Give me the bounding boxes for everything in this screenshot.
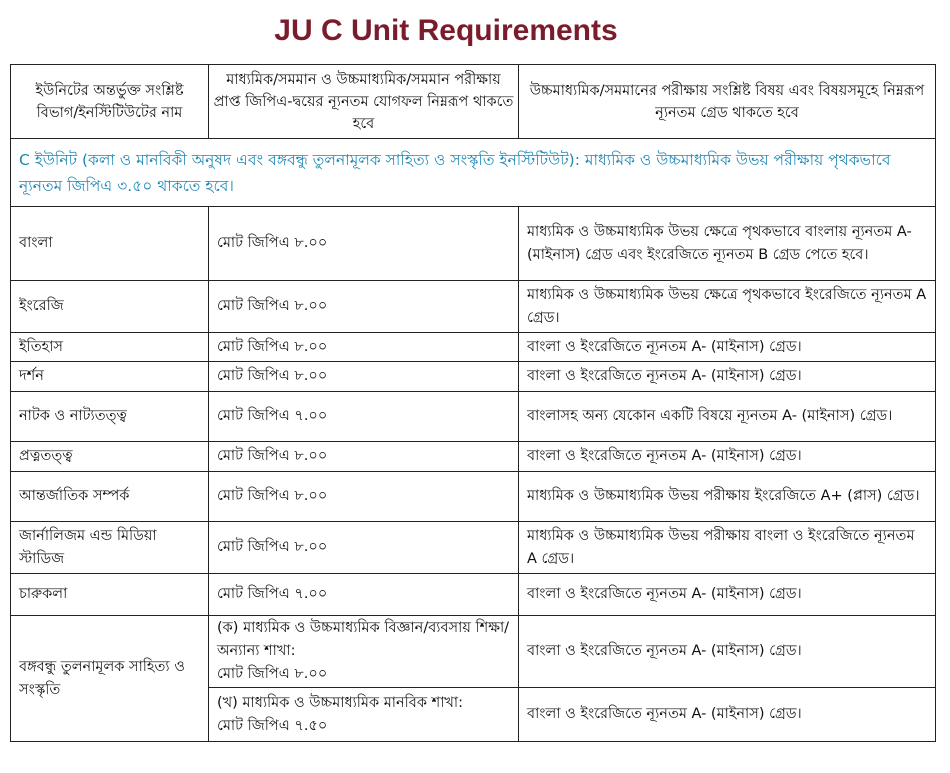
gpa-cell: মোট জিপিএ ৮.০০	[209, 362, 519, 392]
header-min-gpa: মাধ্যমিক/সমমান ও উচ্চমাধ্যমিক/সমমান পরীক্ষায় প্রাপ্ত জিপিএ-দ্বয়ের ন্যূনতম যোগফল নিম্নরূপ থাকতে হবে	[209, 65, 519, 139]
header-row	[11, 65, 936, 139]
stream-condition-a: (ক) মাধ্যমিক ও উচ্চমাধ্যমিক বিজ্ঞান/ব্যবসায় শিক্ষা/ অন্যান্য শাখা:	[217, 620, 510, 659]
gpa-cell	[209, 688, 519, 742]
department-cell: প্রত্নতত্ত্ব	[11, 442, 209, 472]
gpa-cell: মোট জিপিএ ৮.০০	[209, 472, 519, 522]
requirements-table	[10, 64, 936, 742]
gpa-cell: মোট জিপিএ ৭.০০	[209, 392, 519, 442]
department-cell: ইতিহাস	[11, 333, 209, 362]
department-cell: দর্শন	[11, 362, 209, 392]
department-cell: জার্নালিজম এন্ড মিডিয়া স্টাডিজ	[11, 522, 209, 574]
grade-cell: মাধ্যমিক ও উচ্চমাধ্যমিক উভয় পরীক্ষায় বাংলা ও ইংরেজিতে ন্যূনতম A গ্রেড।	[519, 522, 936, 574]
gpa-cell: মোট জিপিএ ৮.০০	[209, 281, 519, 333]
gpa-value-a: মোট জিপিএ ৮.০০	[217, 666, 328, 682]
grade-cell: বাংলা ও ইংরেজিতে ন্যূনতম A- (মাইনাস) গ্রেড।	[519, 442, 936, 472]
grade-cell: মাধ্যমিক ও উচ্চমাধ্যমিক উভয় ক্ষেত্রে পৃথকভাবে ইংরেজিতে ন্যূনতম A গ্রেড।	[519, 281, 936, 333]
table-row	[11, 333, 936, 362]
unit-note-row	[11, 139, 936, 207]
department-cell: আন্তর্জাতিক সম্পর্ক	[11, 472, 209, 522]
department-cell: বাংলা	[11, 207, 209, 281]
grade-cell: বাংলা ও ইংরেজিতে ন্যূনতম A- (মাইনাস) গ্রেড।	[519, 574, 936, 616]
department-cell: বঙ্গবন্ধু তুলনামূলক সাহিত্য ও সংস্কৃতি	[11, 616, 209, 742]
table-row	[11, 472, 936, 522]
gpa-cell: মোট জিপিএ ৭.০০	[209, 574, 519, 616]
gpa-cell	[209, 616, 519, 688]
table-row	[11, 392, 936, 442]
header-subject-grade: উচ্চমাধ্যমিক/সমমানের পরীক্ষায় সংশ্লিষ্ট বিষয় এবং বিষয়সমূহে নিম্নরূপ ন্যূনতম গ্রেড থাকতে হবে	[519, 65, 936, 139]
grade-cell: মাধ্যমিক ও উচ্চমাধ্যমিক উভয় ক্ষেত্রে পৃথকভাবে বাংলায় ন্যূনতম A- (মাইনাস) গ্রেড এবং ইংরেজিতে ন্যূনতম B গ্রেড পেতে হবে।	[519, 207, 936, 281]
grade-cell: বাংলাসহ অন্য যেকোন একটি বিষয়ে ন্যূনতম A- (মাইনাস) গ্রেড।	[519, 392, 936, 442]
unit-note: C ইউনিট (কলা ও মানবিকী অনুষদ এবং বঙ্গবন্ধু তুলনামূলক সাহিত্য ও সংস্কৃতি ইনস্টিটিউট): মাধ্যমিক ও উচ্চমাধ্যমিক উভয় পরীক্ষায় পৃথকভাবে ন্যূনতম জিপিএ ৩.৫০ থাকতে হবে।	[11, 139, 936, 207]
gpa-cell: মোট জিপিএ ৮.০০	[209, 333, 519, 362]
grade-cell: বাংলা ও ইংরেজিতে ন্যূনতম A- (মাইনাস) গ্রেড।	[519, 362, 936, 392]
table-row	[11, 522, 936, 574]
gpa-cell: মোট জিপিএ ৮.০০	[209, 522, 519, 574]
table-row	[11, 574, 936, 616]
gpa-value-b: মোট জিপিএ ৭.৫০	[217, 717, 328, 734]
grade-cell: বাংলা ও ইংরেজিতে ন্যূনতম A- (মাইনাস) গ্রেড।	[519, 688, 936, 742]
grade-cell: মাধ্যমিক ও উচ্চমাধ্যমিক উভয় পরীক্ষায় ইংরেজিতে A+ (প্লাস) গ্রেড।	[519, 472, 936, 522]
department-cell: চারুকলা	[11, 574, 209, 616]
gpa-cell: মোট জিপিএ ৮.০০	[209, 207, 519, 281]
table-row	[11, 281, 936, 333]
stream-condition-b: (খ) মাধ্যমিক ও উচ্চমাধ্যমিক মানবিক শাখা:	[217, 694, 464, 711]
gpa-cell: মোট জিপিএ ৮.০০	[209, 442, 519, 472]
table-row	[11, 362, 936, 392]
table-row	[11, 442, 936, 472]
page-title: JU C Unit Requirements	[274, 14, 618, 47]
department-cell: নাটক ও নাট্যতত্ত্ব	[11, 392, 209, 442]
header-department: ইউনিটের অন্তর্ভুক্ত সংশ্লিষ্ট বিভাগ/ইনস্টিটিউটের নাম	[11, 65, 209, 139]
table-row	[11, 207, 936, 281]
grade-cell: বাংলা ও ইংরেজিতে ন্যূনতম A- (মাইনাস) গ্রেড।	[519, 616, 936, 688]
department-cell: ইংরেজি	[11, 281, 209, 333]
grade-cell: বাংলা ও ইংরেজিতে ন্যূনতম A- (মাইনাস) গ্রেড।	[519, 333, 936, 362]
table-row	[11, 616, 936, 688]
